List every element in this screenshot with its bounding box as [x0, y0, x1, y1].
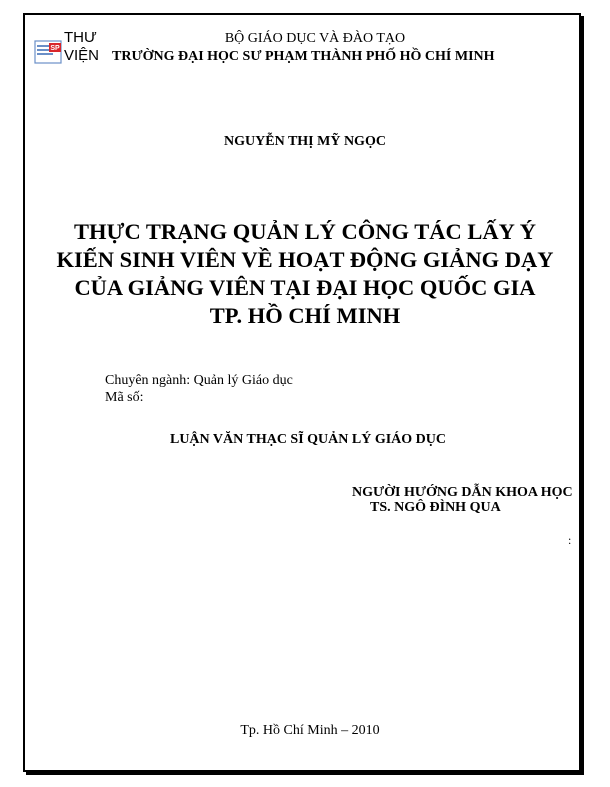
logo-badge: SP [50, 45, 60, 52]
logo-line-2: VIỆN [64, 47, 100, 64]
title-line-1: THỰC TRẠNG QUẢN LÝ CÔNG TÁC LẤY Ý [74, 219, 536, 244]
thesis-title [40, 218, 570, 330]
stray-mark: : [568, 533, 572, 547]
university-name: TRƯỜNG ĐẠI HỌC SƯ PHẠM THÀNH PHỐ HỒ CHÍ MINH [112, 49, 495, 64]
title-line-3: CỦA GIẢNG VIÊN TẠI ĐẠI HỌC QUỐC GIA [74, 275, 536, 300]
logo-line-1: THƯ [64, 29, 97, 46]
author-name: NGUYỄN THỊ MỸ NGỌC [224, 134, 386, 149]
degree-type: LUẬN VĂN THẠC SĨ QUẢN LÝ GIÁO DỤC [169, 432, 446, 447]
page-border-shadow-right [581, 16, 584, 774]
specialization-block [105, 372, 293, 406]
specialization-major: Chuyên ngành: Quản lý Giáo dục [105, 373, 293, 388]
ministry-name: BỘ GIÁO DỤC VÀ ĐÀO TẠO [224, 31, 406, 46]
title-line-2: KIẾN SINH VIÊN VỀ HOẠT ĐỘNG GIẢNG DẠY [56, 247, 554, 272]
advisor-name: TS. NGÔ ĐÌNH QUA [370, 500, 501, 515]
title-line-4: TP. HỒ CHÍ MINH [209, 303, 401, 328]
advisor-label: NGƯỜI HƯỚNG DẪN KHOA HỌC [352, 485, 573, 500]
place-and-year: Tp. Hồ Chí Minh – 2010 [240, 723, 380, 738]
page-border-shadow-bottom [26, 772, 584, 775]
specialization-code: Mã số: [105, 390, 144, 405]
